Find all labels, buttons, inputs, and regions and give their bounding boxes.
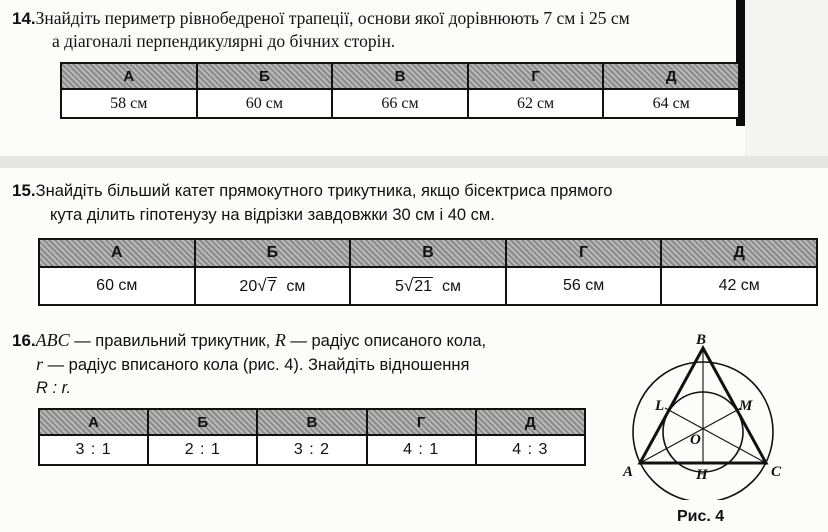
unit: см	[286, 278, 306, 295]
figure-caption: Рис. 4	[677, 508, 725, 525]
problem-15-line-2: кута ділить гіпотенузу на відрізки завдовжки 30 см і 40 см.	[50, 206, 495, 224]
answer-header-b: Б	[197, 63, 333, 89]
answer-header-a: А	[39, 239, 195, 267]
answer-option-b: 2 : 1	[148, 435, 257, 465]
answer-option-e: 4 : 3	[476, 435, 585, 465]
answer-option-c: 3 : 2	[257, 435, 366, 465]
problem-16-line-2	[36, 354, 469, 375]
problem-14-line-1	[12, 8, 630, 29]
answer-header-c: В	[350, 239, 506, 267]
problem-15-line-1	[12, 181, 612, 201]
problem-16-number: 16.	[12, 331, 36, 350]
answer-header-c: В	[257, 409, 366, 435]
label-o: O	[690, 432, 701, 448]
label-l: L	[655, 398, 665, 414]
answer-header-b: Б	[195, 239, 351, 267]
problem-16-line-1	[12, 330, 486, 351]
answer-header-d: Г	[468, 63, 604, 89]
answer-header-e: Д	[603, 63, 739, 89]
answer-option-e: 64 см	[603, 89, 739, 118]
answer-option-a: 60 см	[39, 267, 195, 305]
answer-option-c	[350, 267, 506, 305]
problem-14-text-1: Знайдіть периметр рівнобедреної трапеції, основи якої дорівнюють 7 см і 25 см	[35, 8, 630, 28]
coefficient: 20	[239, 278, 258, 295]
label-c: C	[771, 464, 782, 480]
answer-option-a: 58 см	[61, 89, 197, 118]
sqrt-icon: √	[257, 276, 267, 295]
answer-option-b	[195, 267, 351, 305]
problem-15-answer-table	[38, 238, 818, 306]
answer-header-e: Д	[476, 409, 585, 435]
var-r: r	[36, 354, 44, 374]
answer-option-d: 62 см	[468, 89, 604, 118]
label-m: M	[739, 398, 753, 414]
radicand: 21	[414, 278, 433, 295]
answer-option-e: 42 см	[661, 267, 817, 305]
label-b: B	[696, 332, 707, 348]
radicand: 7	[267, 278, 277, 295]
problem-15-number: 15.	[12, 181, 36, 200]
problem-16-text-1: — правильний трикутник,	[69, 332, 275, 350]
answer-option-b: 60 см	[197, 89, 333, 118]
problem-16-answer-table	[38, 408, 586, 466]
label-h: H	[696, 467, 708, 483]
unit: см	[441, 278, 461, 295]
page-gap	[0, 156, 828, 168]
answer-header-e: Д	[661, 239, 817, 267]
problem-16-text-3: — радіус вписаного кола (рис. 4). Знайдіть відношення	[43, 356, 470, 374]
answer-option-d: 4 : 1	[367, 435, 476, 465]
answer-header-a: А	[39, 409, 148, 435]
answer-header-c: В	[332, 63, 468, 89]
answer-option-d: 56 см	[506, 267, 662, 305]
answer-option-a: 3 : 1	[39, 435, 148, 465]
triangle-name: ABC	[35, 330, 70, 350]
label-a: A	[623, 464, 634, 480]
answer-header-d: Г	[506, 239, 662, 267]
answer-header-d: Г	[367, 409, 476, 435]
answer-header-a: А	[61, 63, 197, 89]
problem-15-text-1: Знайдіть більший катет прямокутного трикутника, якщо бісектриса прямого	[35, 182, 613, 200]
answer-header-b: Б	[148, 409, 257, 435]
var-R: R	[274, 330, 286, 350]
answer-option-c: 66 см	[332, 89, 468, 118]
problem-16-text-2: — радіус описаного кола,	[285, 332, 487, 350]
coefficient: 5	[395, 278, 404, 295]
problem-14-number: 14.	[12, 9, 36, 28]
problem-14-line-2: а діагоналі перпендикулярні до бічних сторін.	[52, 31, 396, 51]
problem-14-answer-table	[60, 62, 740, 119]
problem-16-line-3: R : r.	[36, 379, 72, 397]
sqrt-icon: √	[403, 276, 414, 295]
geometry-figure	[615, 330, 815, 500]
